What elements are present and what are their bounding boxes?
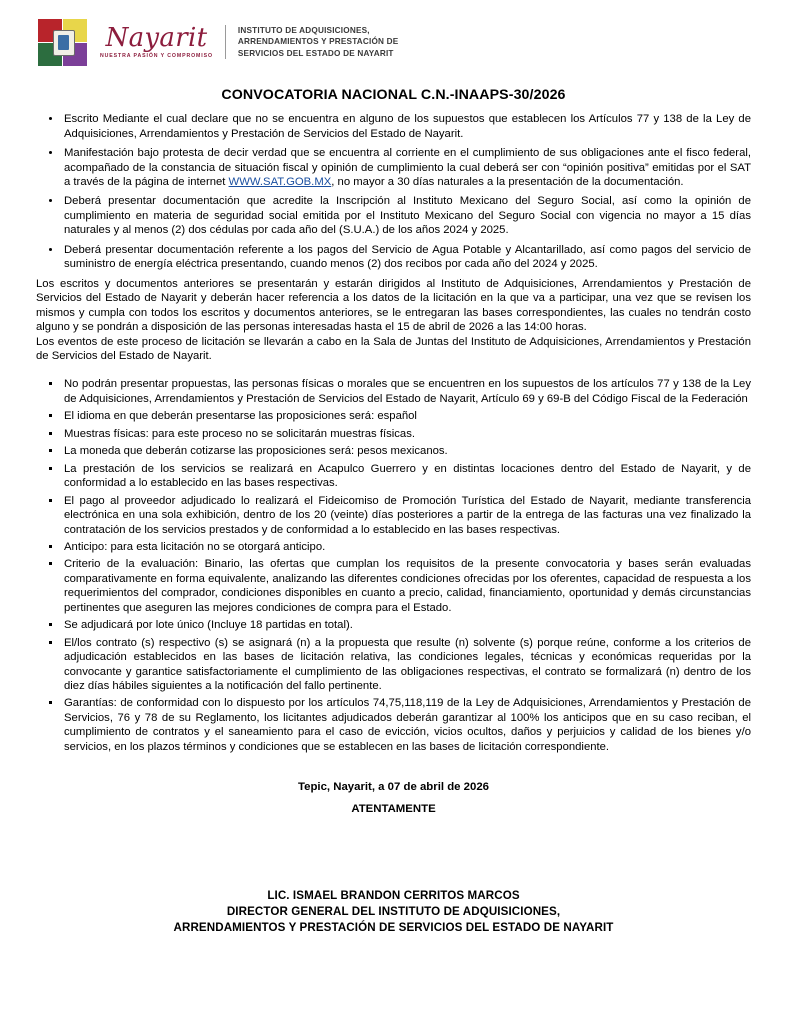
list-item: ▪ La moneda que deberán cotizarse las proposiciones será: pesos mexicanos. (62, 444, 751, 458)
list-item: ▪ El pago al proveedor adjudicado lo realizará el Fideicomiso de Promoción Turística del Estado de Nayarit, mediante transferencia electrónica en una sola exhibición, dentro de los 20 (veinte) días posteriores a partir de la entrega de las facturas una vez finalizado la contratación de los servicios prestados y de conformidad a lo establecido en las bases respectivas. (62, 494, 751, 537)
list-item: ▪ Criterio de la evaluación: Binario, las ofertas que cumplan los requisitos de la presente convocatoria y bases serán evaluadas comparativamente en forma equivalente, analizando las diferentes condiciones ofrecidas por los oferentes, capacidad de respuesta a los requerimientos del comprador, condiciones disponibles en cuanto a precio, calidad, financiamiento, oportunidad y demás circunstancias pertinentes que aseguren las mejores condiciones de compra para el Estado. (62, 557, 751, 615)
brand-block (100, 22, 399, 59)
institute-line-2: ARRENDAMIENTOS Y PRESTACIÓN DE (237, 37, 399, 47)
signatory-name: LIC. ISMAEL BRANDON CERRITOS MARCOS (267, 889, 520, 903)
attentively-label: ATENTAMENTE (351, 802, 436, 815)
list-item: ▪ No podrán presentar propuestas, las personas físicas o morales que se encuentren en los supuestos de los artículos 77 y 138 de la Ley de Adquisiciones, Arrendamientos y Prestación de Servicios del Estado de Nayarit, Artículo 69 y 69-B del Código Fiscal de la Federación (62, 377, 751, 406)
signature-block (36, 888, 751, 935)
list-item: ▪ El/los contrato (s) respectivo (s) se asignará (n) a la propuesta que resulte (n) solvente (s) porque reúne, conforme a los criterios de adjudicación establecidos en las bases de licitación relativa, las condiciones legales, técnicas y económicas requeridas por la convocante y garantice satisfactoriamente el cumplimiento de las obligaciones respectivas, el contrato se formalizará (n) dentro de los diez días hábiles siguientes a la notificación del fallo pertinente. (62, 636, 751, 694)
institute-line-1: INSTITUTO DE ADQUISICIONES, (237, 26, 370, 36)
list-item: • Escrito Mediante el cual declare que no se encuentra en alguno de los supuestos que establecen los Artículos 77 y 138 de la Ley de Adquisiciones, Arrendamientos y Prestación de Servicios del Estado de Nayarit. (62, 112, 751, 141)
bullet-text-post: , no mayor a 30 días naturales a la presentación de la documentación. (331, 175, 684, 188)
document-header (36, 10, 751, 76)
institute-line-3: SERVICIOS DEL ESTADO DE NAYARIT (237, 48, 394, 58)
place-and-date: Tepic, Nayarit, a 07 de abril de 2026 (298, 781, 489, 794)
list-item (62, 146, 751, 189)
list-item: ▪ Se adjudicará por lote único (Incluye 18 partidas en total). (62, 618, 751, 632)
paragraph-events-location: Los eventos de este proceso de licitación se llevarán a cabo en la Sala de Juntas del Instituto de Adquisiciones, Arrendamientos y Prestación de Servicios del Estado de Nayarit. (36, 335, 751, 362)
list-item: ▪ Muestras físicas: para este proceso no se solicitarán muestras físicas. (62, 427, 751, 441)
list-item: ▪ Garantías: de conformidad con lo dispuesto por los artículos 74,75,118,119 de la Ley de Adquisiciones, Arrendamientos y Prestación de Servicios, 76 y 78 de su Reglamento, los licitantes adjudicados deberán garantizar al 100% los anticipos que en su caso reciban, el cumplimiento de contratos y el saneamiento para el caso de evicción, vicios ocultos, daños y perjuicios y calidad de los bienes y/o servicios, en los plazos términos y condiciones que se establecen en las bases de licitación correspondiente. (62, 696, 751, 754)
signatory-role-line-2: ARRENDAMIENTOS Y PRESTACIÓN DE SERVICIOS DEL ESTADO DE NAYARIT (173, 920, 614, 934)
conditions-list (36, 377, 751, 754)
list-item: • Deberá presentar documentación que acredite la Inscripción al Instituto Mexicano del Seguro Social, así como la opinión de cumplimiento en materia de seguridad social emitida por el Instituto Mexicano del Seguro Social con vigencia no mayor a 15 días naturales y al menos (2) dos cédulas por cada año del (S.U.A.) de los años 2024 y 2025. (62, 194, 751, 237)
requirements-list (36, 112, 751, 272)
paragraph-documents-delivery: Los escritos y documentos anteriores se presentarán y estarán dirigidos al Instituto de Adquisiciones, Arrendamientos y Prestación de Servicios del Estado de Nayarit y deberán hacer referencia a los datos de la licitación en la que va a participar, una vez que se revisen los mismos y cumpla con todos los escritos y documentos anteriores, se le entregaran las bases correspondientes, las cuales no tendrán costo alguno y se pondrán a disposición de las personas interesadas hasta el 15 de abril de 2026 a las 14:00 horas. (36, 277, 751, 334)
list-item: ▪ La prestación de los servicios se realizará en Acapulco Guerrero y en distintas locaciones dentro del Estado de Nayarit, y de conformidad a lo establecido en las bases respectivas. (62, 462, 751, 491)
nayarit-coat-of-arms-icon (36, 17, 90, 67)
institute-name (238, 25, 399, 58)
sat-website-link[interactable]: WWW.SAT.GOB.MX (228, 175, 332, 188)
brand-name: Nayarit (105, 22, 208, 53)
bullet-text-pre: Manifestación bajo protesta de decir verdad que se encuentra al corriente en el cumplimiento de sus obligaciones ante el fisco federal, acompañado de la constancia de situación fiscal y opinión de cumplimiento la cual deberá ser con “opinión positiva” emitidas por el SAT a través de la página de internet (64, 147, 751, 188)
brand-logo (100, 22, 213, 59)
brand-tagline: NUESTRA PASIÓN Y COMPROMISO (100, 52, 213, 59)
signatory-role-line-1: DIRECTOR GENERAL DEL INSTITUTO DE ADQUISICIONES, (226, 905, 561, 919)
list-item: ▪ Anticipo: para esta licitación no se otorgará anticipo. (62, 540, 751, 554)
list-item: ▪ El idioma en que deberán presentarse las proposiciones será: español (62, 409, 751, 423)
page-title: CONVOCATORIA NACIONAL C.N.-INAAPS-30/2026 (221, 87, 566, 103)
list-item: • Deberá presentar documentación referente a los pagos del Servicio de Agua Potable y Alcantarillado, así como pagos del servicio de suministro de energía eléctrica presentando, cuando menos (2) dos recibos por cada año del 2024 y 2025. (62, 243, 751, 272)
header-divider (225, 25, 226, 59)
